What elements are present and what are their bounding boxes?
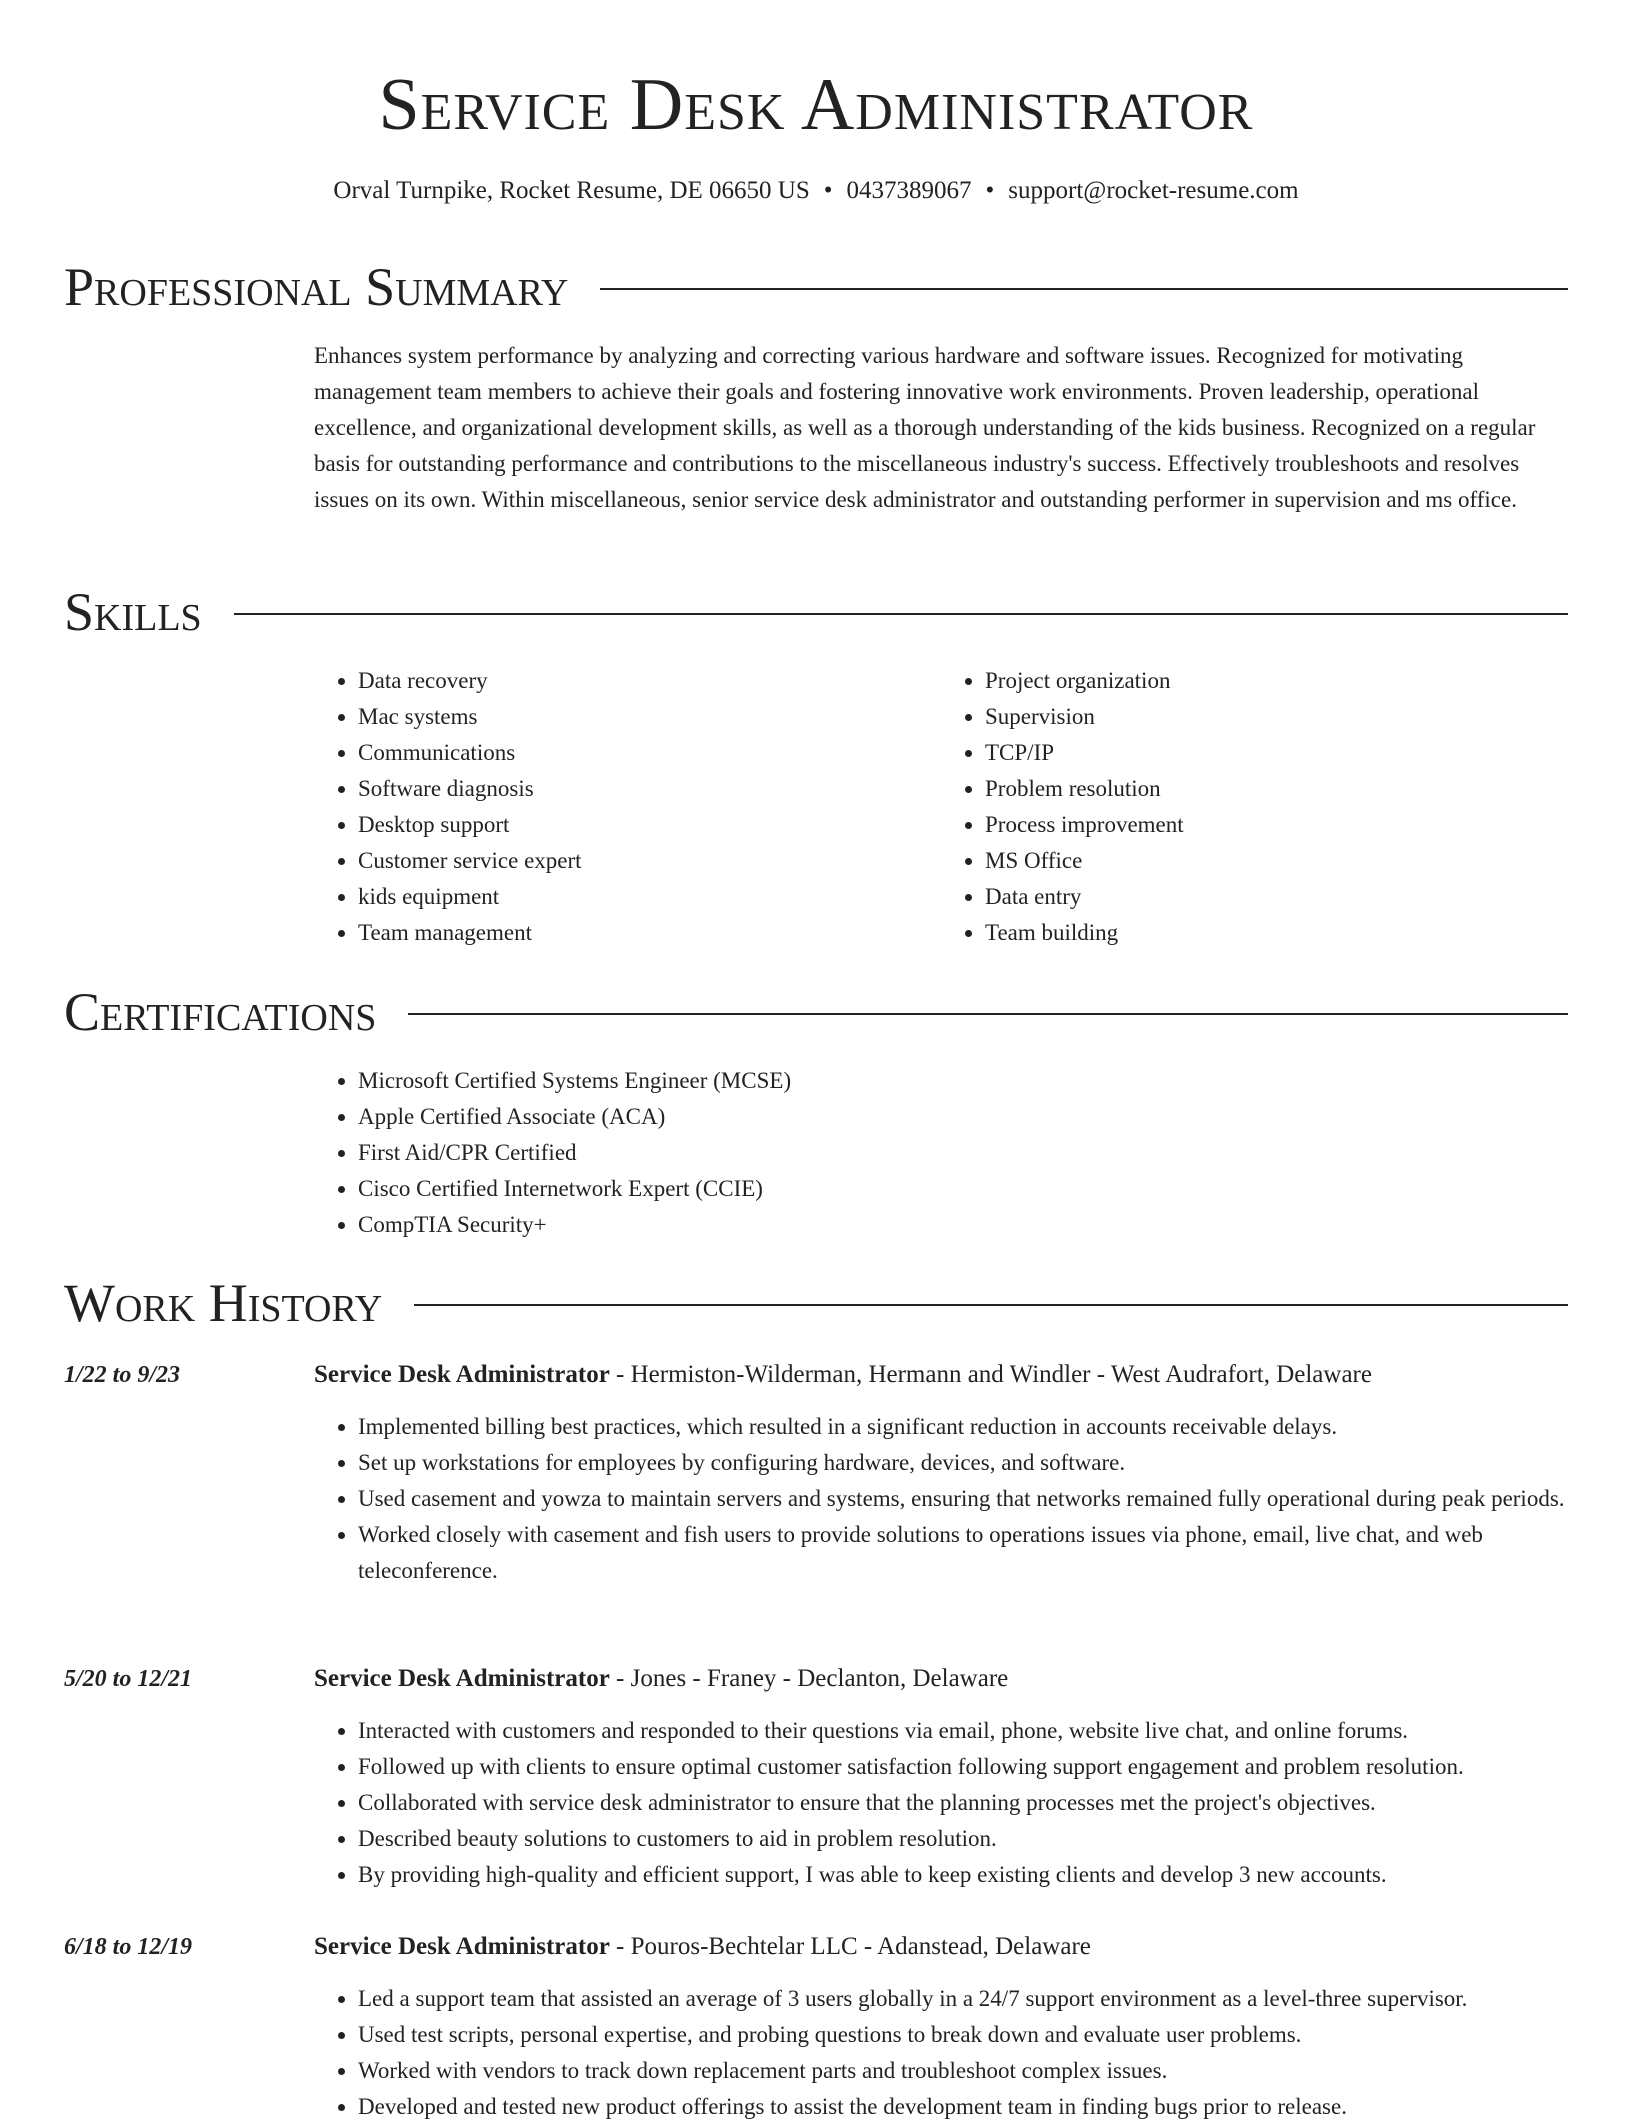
certification-item: • Microsoft Certified Systems Engineer (MCSE): [358, 1063, 1568, 1099]
skill-item: • Software diagnosis: [358, 771, 941, 807]
job-bullets: [314, 1981, 1568, 2125]
job-bullets: [314, 1713, 1568, 1893]
section-header-summary: [64, 257, 1568, 317]
certification-item: • Cisco Certified Internetwork Expert (CCIE): [358, 1171, 1568, 1207]
skill-item: • Data entry: [985, 879, 1568, 915]
job-bullet: • Followed up with clients to ensure optimal customer satisfaction following support engagement and problem resolution.: [358, 1749, 1568, 1785]
certifications-block: [314, 1063, 1568, 1243]
contact-separator: •: [985, 177, 995, 204]
contact-address: Orval Turnpike, Rocket Resume, DE 06650 US: [333, 177, 810, 204]
skill-item: • kids equipment: [358, 879, 941, 915]
job-title: Service Desk Administrator: [314, 1665, 610, 1692]
job-dates: 1/22 to 9/23: [64, 1362, 181, 1388]
skill-item: • Project organization: [985, 663, 1568, 699]
job-employer: - Hermiston-Wilderman, Hermann and Windler - West Audrafort, Delaware: [609, 1361, 1372, 1388]
contact-phone: 0437389067: [846, 177, 972, 204]
certification-item: • CompTIA Security+: [358, 1207, 1568, 1243]
skill-item: • Mac systems: [358, 699, 941, 735]
job-bullet: • Worked closely with casement and fish users to provide solutions to operations issues via phone, email, live chat, and web teleconference.: [358, 1517, 1568, 1589]
certification-item: • First Aid/CPR Certified: [358, 1135, 1568, 1171]
skill-item: • Communications: [358, 735, 941, 771]
section-title-certifications: Certifications: [64, 982, 377, 1042]
job-bullet: • Set up workstations for employees by configuring hardware, devices, and software.: [358, 1445, 1568, 1481]
skill-item: • Desktop support: [358, 807, 941, 843]
certification-item: • Apple Certified Associate (ACA): [358, 1099, 1568, 1135]
skills-block: [314, 663, 1568, 951]
section-rule: [408, 1013, 1568, 1015]
job-title-line: [314, 1661, 1568, 1697]
job-bullet: • Implemented billing best practices, which resulted in a significant reduction in accounts receivable delays.: [358, 1409, 1568, 1445]
job-bullet: • Worked with vendors to track down replacement parts and troubleshoot complex issues.: [358, 2053, 1568, 2089]
job-title-line: [314, 1357, 1568, 1393]
section-header-skills: [64, 582, 1568, 642]
summary-block: [314, 338, 1568, 518]
job-bullet: • By providing high-quality and efficient support, I was able to keep existing clients and develop 3 new accounts.: [358, 1857, 1568, 1893]
section-header-certifications: [64, 982, 1568, 1042]
skill-item: • Data recovery: [358, 663, 941, 699]
job-bullet: • Used casement and yowza to maintain servers and systems, ensuring that networks remained fully operational during peak periods.: [358, 1481, 1568, 1517]
summary-text: Enhances system performance by analyzing and correcting various hardware and software issues. Recognized for motivating management team members to achieve their goals and fostering innovative work environments. Proven leadership, operational excellence, and organizational development skills, as well as a thorough understanding of the kids business. Recognized on a regular basis for outstanding performance and contributions to the miscellaneous industry's success. Effectively troubleshoots and resolves issues on its own. Within miscellaneous, senior service desk administrator and outstanding performer in supervision and ms office.: [314, 343, 1536, 512]
section-header-work-history: [64, 1273, 1568, 1333]
contact-email[interactable]: support@rocket-resume.com: [1008, 177, 1299, 204]
job-title-line: [314, 1929, 1568, 1965]
skill-item: • Customer service expert: [358, 843, 941, 879]
job-title: Service Desk Administrator: [314, 1933, 610, 1960]
skill-item: • Team building: [985, 915, 1568, 951]
section-title-skills: Skills: [64, 582, 202, 642]
skill-item: • Process improvement: [985, 807, 1568, 843]
section-rule: [414, 1304, 1568, 1306]
job-bullets: [314, 1409, 1568, 1589]
skill-item: • Team management: [358, 915, 941, 951]
contact-separator: •: [823, 177, 833, 204]
contact-line: [64, 174, 1568, 208]
job-bullet: • Used test scripts, personal expertise, and probing questions to break down and evaluate user problems.: [358, 2017, 1568, 2053]
section-title-work-history: Work History: [64, 1273, 383, 1333]
resume-name: Service Desk Administrator: [378, 64, 1254, 146]
job-dates: 6/18 to 12/19: [64, 1934, 193, 1960]
job-bullet: • Described beauty solutions to customers to aid in problem resolution.: [358, 1821, 1568, 1857]
section-rule: [600, 288, 1568, 290]
job-title: Service Desk Administrator: [314, 1361, 610, 1388]
skill-item: • TCP/IP: [985, 735, 1568, 771]
job-bullet: • Developed and tested new product offerings to assist the development team in finding bugs prior to release.: [358, 2089, 1568, 2125]
certifications-list: [314, 1063, 1568, 1243]
job-bullet: • Collaborated with service desk administrator to ensure that the planning processes met the project's objectives.: [358, 1785, 1568, 1821]
skills-list-right: [941, 663, 1568, 951]
job-employer: - Jones - Franey - Declanton, Delaware: [609, 1665, 1009, 1692]
job-bullet: • Led a support team that assisted an average of 3 users globally in a 24/7 support environment as a level-three supervisor.: [358, 1981, 1568, 2017]
section-rule: [234, 613, 1568, 615]
section-title-summary: Professional Summary: [64, 257, 569, 317]
skill-item: • Supervision: [985, 699, 1568, 735]
job-bullet: • Interacted with customers and responded to their questions via email, phone, website live chat, and online forums.: [358, 1713, 1568, 1749]
skills-list-left: [314, 663, 941, 951]
job-dates: 5/20 to 12/21: [64, 1666, 193, 1692]
job-employer: - Pouros-Bechtelar LLC - Adanstead, Delaware: [609, 1933, 1091, 1960]
skill-item: • MS Office: [985, 843, 1568, 879]
skill-item: • Problem resolution: [985, 771, 1568, 807]
